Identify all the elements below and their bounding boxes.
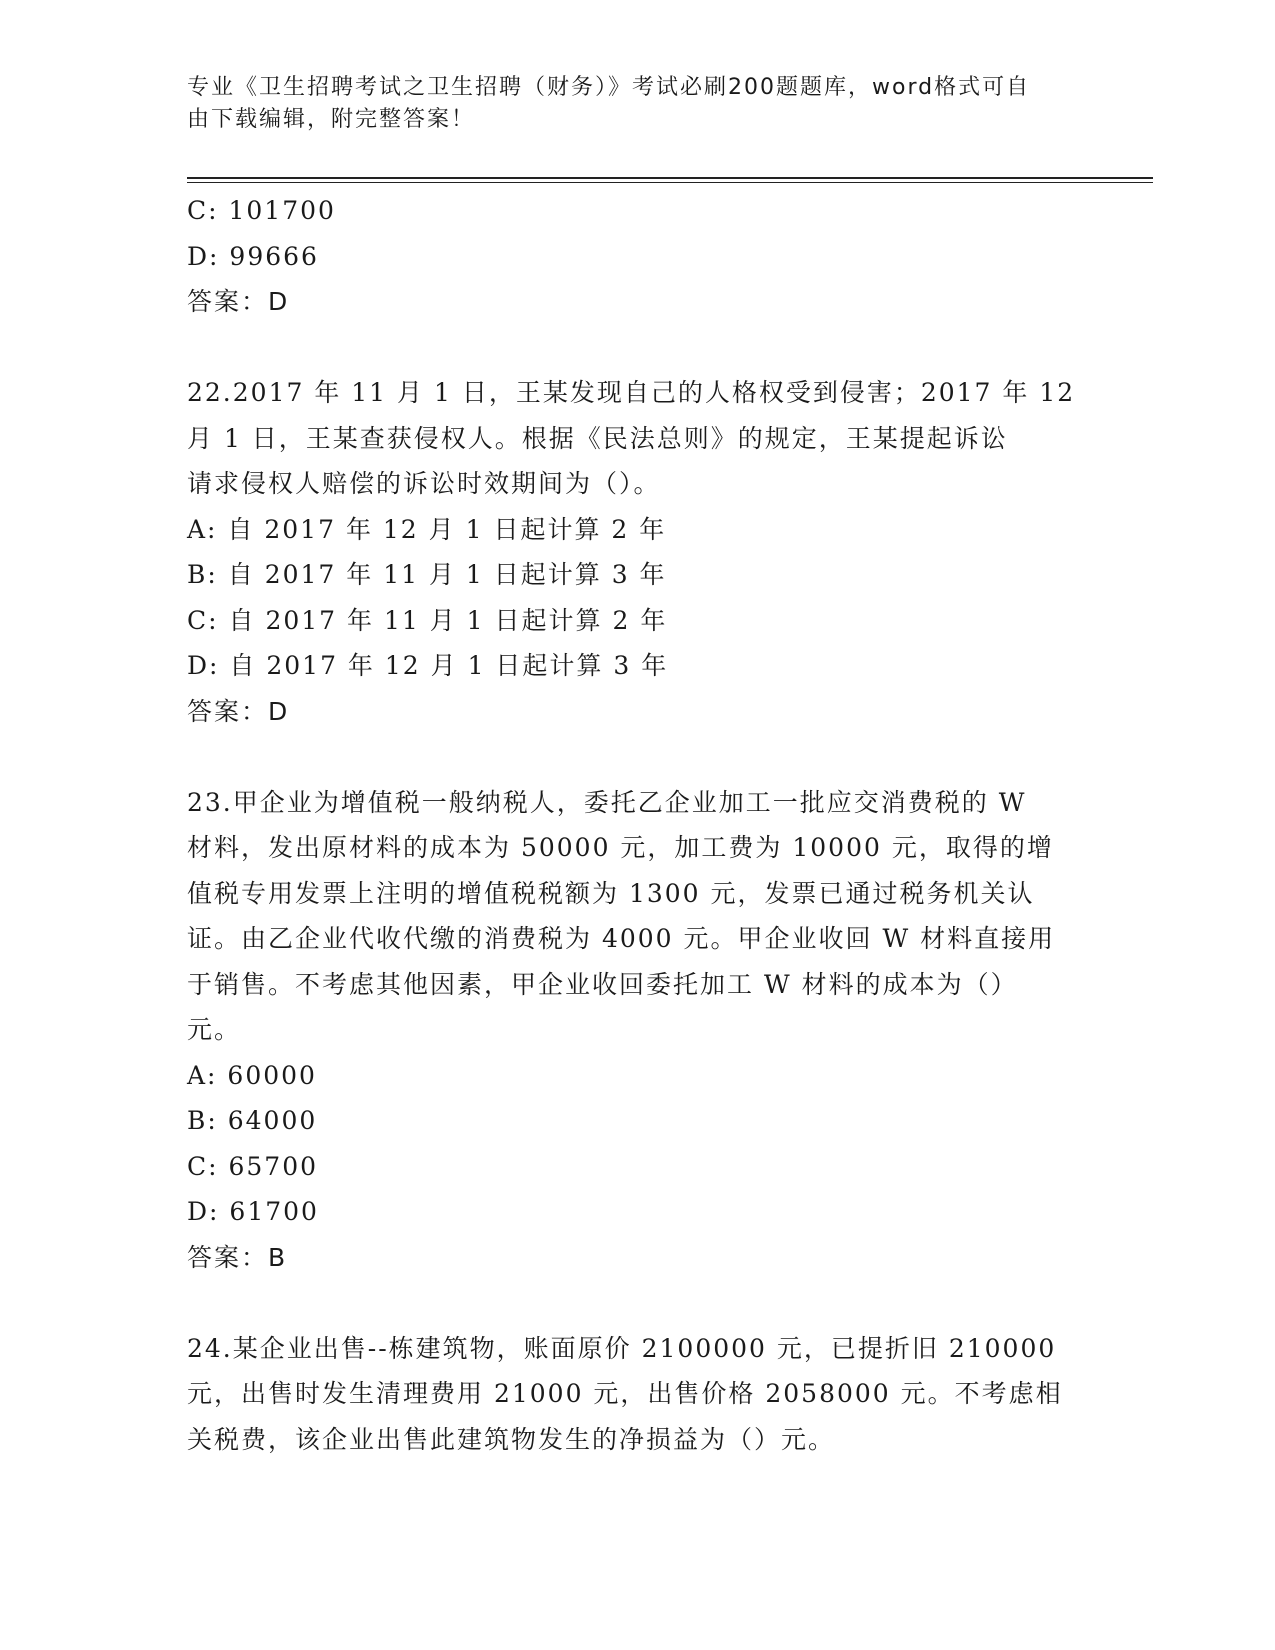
spacer <box>187 1280 1077 1326</box>
question-stem: 于销售。不考虑其他因素，甲企业收回委托加工 W 材料的成本为（） <box>187 969 1018 999</box>
header-divider-thin <box>187 182 1153 183</box>
question-stem: 22.2017 年 11 月 1 日，王某发现自己的人格权受到侵害；2017 年 12 <box>187 378 1076 407</box>
option-b: B: 自 2017 年 11 月 1 日起计算 3 年 <box>187 560 667 589</box>
question-21-tail <box>187 188 1077 325</box>
header-divider <box>187 177 1153 179</box>
question-stem: 请求侵权人赔偿的诉讼时效期间为（）。 <box>187 469 661 498</box>
document-body <box>187 188 1077 1462</box>
question-stem: 月 1 日，王某查获侵权人。根据《民法总则》的规定，王某提起诉讼 <box>187 423 1008 453</box>
question-stem: 24.某企业出售--栋建筑物，账面原价 2100000 元，已提折旧 210000 <box>187 1333 1057 1363</box>
option-b: B: 64000 <box>187 1106 318 1135</box>
question-stem: 元。 <box>187 1015 242 1044</box>
option-d: D: 99666 <box>187 241 319 271</box>
answer: 答案：B <box>187 1242 288 1272</box>
question-stem: 元，出售时发生清理费用 21000 元，出售价格 2058000 元。不考虑相 <box>187 1379 1063 1408</box>
spacer <box>187 734 1077 780</box>
option-d: D: 自 2017 年 12 月 1 日起计算 3 年 <box>187 651 669 680</box>
question-stem: 23.甲企业为增值税一般纳税人，委托乙企业加工一批应交消费税的 W <box>187 787 1027 817</box>
question-22 <box>187 370 1077 734</box>
answer: 答案：D <box>187 696 290 726</box>
question-stem: 值税专用发票上注明的增值税税额为 1300 元，发票已通过税务机关认 <box>187 878 1035 908</box>
option-c: C: 自 2017 年 11 月 1 日起计算 2 年 <box>187 605 668 635</box>
option-a: A: 自 2017 年 12 月 1 日起计算 2 年 <box>187 514 667 544</box>
question-stem: 材料，发出原材料的成本为 50000 元，加工费为 10000 元，取得的增 <box>187 833 1054 862</box>
question-24 <box>187 1326 1077 1463</box>
header-title-line-2: 由下载编辑，附完整答案！ <box>187 107 476 132</box>
header-title-line-1: 专业《卫生招聘考试之卫生招聘（财务）》考试必刷200题题库，word格式可自 <box>187 75 1031 100</box>
question-23 <box>187 780 1077 1281</box>
answer: 答案：D <box>187 287 290 316</box>
option-a: A: 60000 <box>187 1060 317 1090</box>
question-stem: 证。由乙企业代收代缴的消费税为 4000 元。甲企业收回 W 材料直接用 <box>187 924 1056 953</box>
page-header <box>187 72 1067 136</box>
question-stem: 关税费，该企业出售此建筑物发生的净损益为（）元。 <box>187 1424 836 1454</box>
option-c: C: 101700 <box>187 196 336 225</box>
spacer <box>187 325 1077 371</box>
option-d: D: 61700 <box>187 1197 319 1226</box>
option-c: C: 65700 <box>187 1151 319 1181</box>
